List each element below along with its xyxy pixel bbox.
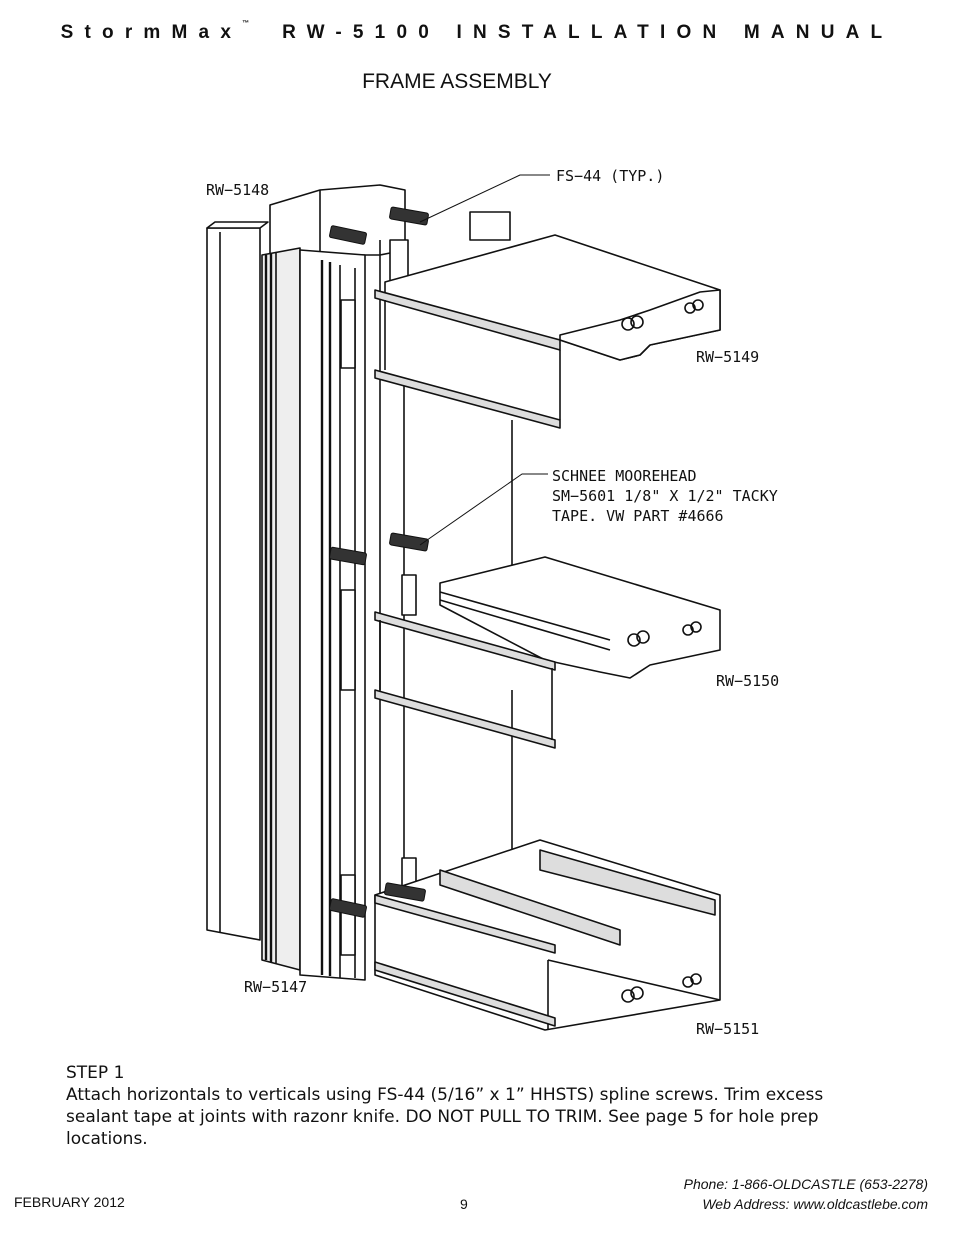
vertical-mullion-rw5147 xyxy=(262,248,365,980)
trademark-mark: ™ xyxy=(242,20,250,27)
label-tape-line3: TAPE. VW PART #4666 xyxy=(552,507,724,525)
step-instructions xyxy=(66,1062,886,1150)
brand-name: StormMax xyxy=(60,22,243,43)
footer-contact xyxy=(684,1174,928,1214)
footer-phone: Phone: 1-866-OLDCASTLE (653-2278) xyxy=(683,1176,928,1192)
step-heading: STEP 1 xyxy=(66,1063,125,1083)
page-number: 9 xyxy=(460,1196,468,1212)
manual-header xyxy=(0,22,954,44)
label-tape-line1: SCHNEE MOOREHEAD xyxy=(552,467,697,485)
horizontal-rw5149 xyxy=(375,235,720,428)
label-rw5150: RW−5150 xyxy=(716,672,780,690)
label-tape-line2: SM−5601 1/8" X 1/2" TACKY xyxy=(552,487,778,505)
label-rw5151: RW−5151 xyxy=(696,1020,760,1038)
frame-assembly-drawing xyxy=(180,120,820,1050)
label-fs44: FS−44 (TYP.) xyxy=(556,167,665,185)
horizontal-rw5150 xyxy=(375,557,720,748)
label-rw5148: RW−5148 xyxy=(206,181,270,199)
footer-web: Web Address: www.oldcastlebe.com xyxy=(702,1196,928,1212)
page-title: FRAME ASSEMBLY xyxy=(362,70,552,93)
label-rw5147: RW−5147 xyxy=(244,978,308,996)
label-rw5149: RW−5149 xyxy=(696,348,760,366)
footer-date: FEBRUARY 2012 xyxy=(14,1194,125,1210)
manual-title: RW-5100 INSTALLATION MANUAL xyxy=(282,22,894,43)
step-text: Attach horizontals to verticals using FS-44 (5/16” x 1” HHSTS) spline screws. Trim excess sealant tape at joints with razonr knife. DO NOT PULL TO TRIM. See page 5 for hole prep locations. xyxy=(66,1085,824,1149)
horizontal-rw5151 xyxy=(375,840,720,1030)
